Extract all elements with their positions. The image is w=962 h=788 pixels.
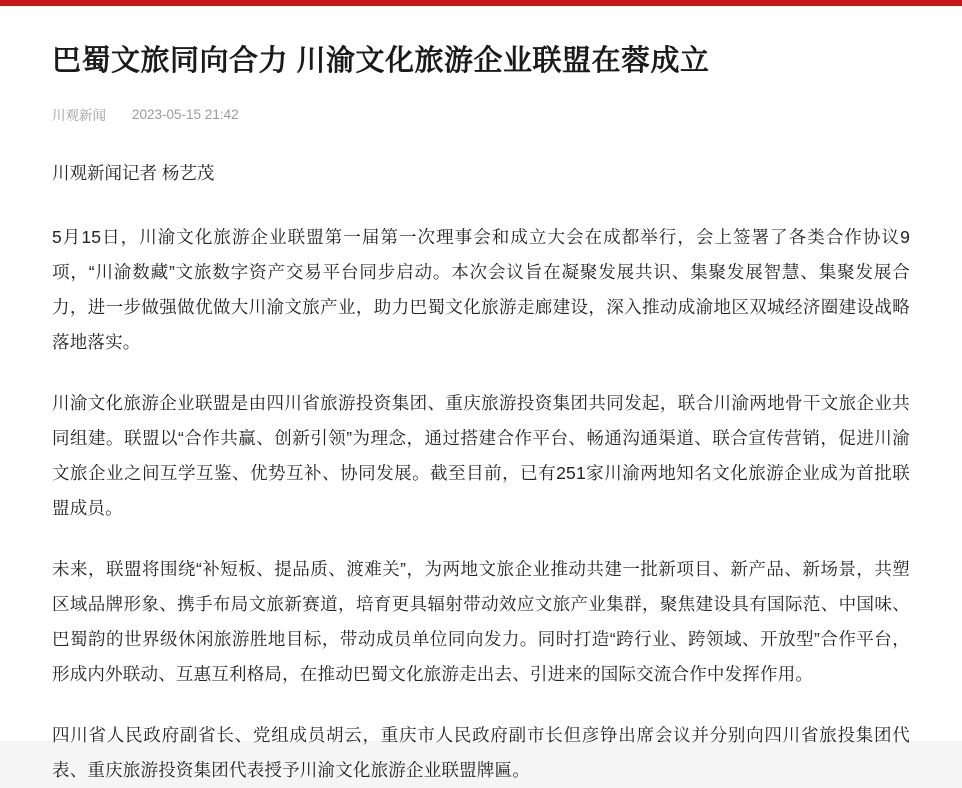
article-timestamp: 2023-05-15 21:42 bbox=[132, 106, 239, 122]
article-paragraph: 川渝文化旅游企业联盟是由四川省旅游投资集团、重庆旅游投资集团共同发起，联合川渝两地骨干文旅企业共同组建。联盟以“合作共赢、创新引领”为理念，通过搭建合作平台、畅通沟通渠道、联合宣传营销，促进川渝文旅企业之间互学互鉴、优势互补、协同发展。截至目前，已有251家川渝两地知名文化旅游企业成为首批联盟成员。 bbox=[52, 392, 910, 518]
article-paragraph: 四川省人民政府副省长、党组成员胡云，重庆市人民政府副市长但彦铮出席会议并分别向四川省旅投集团代表、重庆旅游投资集团代表授予川渝文化旅游企业联盟牌匾。 bbox=[52, 724, 910, 780]
article-container bbox=[0, 6, 962, 788]
article-byline: 川观新闻记者 杨艺茂 bbox=[52, 163, 215, 184]
page-title: 巴蜀文旅同向合力 川渝文化旅游企业联盟在蓉成立 bbox=[52, 45, 710, 77]
article-paragraph: 5月15日，川渝文化旅游企业联盟第一届第一次理事会和成立大会在成都举行，会上签署了各类合作协议9项，“川渝数藏”文旅数字资产交易平台同步启动。本次会议旨在凝聚发展共识、集聚发展智慧、集聚发展合力，进一步做强做优做大川渝文旅产业，助力巴蜀文化旅游走廊建设，深入推动成渝地区双城经济圈建设战略落地落实。 bbox=[52, 226, 910, 352]
article-meta bbox=[52, 104, 910, 124]
article-source: 川观新闻 bbox=[52, 108, 106, 124]
article-paragraph: 未来，联盟将围绕“补短板、提品质、渡难关”，为两地文旅企业推动共建一批新项目、新产品、新场景，共塑区域品牌形象、携手布局文旅新赛道，培育更具辐射带动效应文旅产业集群，聚焦建设具有国际范、中国味、巴蜀韵的世界级休闲旅游胜地目标，带动成员单位同向发力。同时打造“跨行业、跨领域、开放型”合作平台，形成内外联动、互惠互利格局，在推动巴蜀文化旅游走出去、引进来的国际交流合作中发挥作用。 bbox=[52, 558, 910, 684]
